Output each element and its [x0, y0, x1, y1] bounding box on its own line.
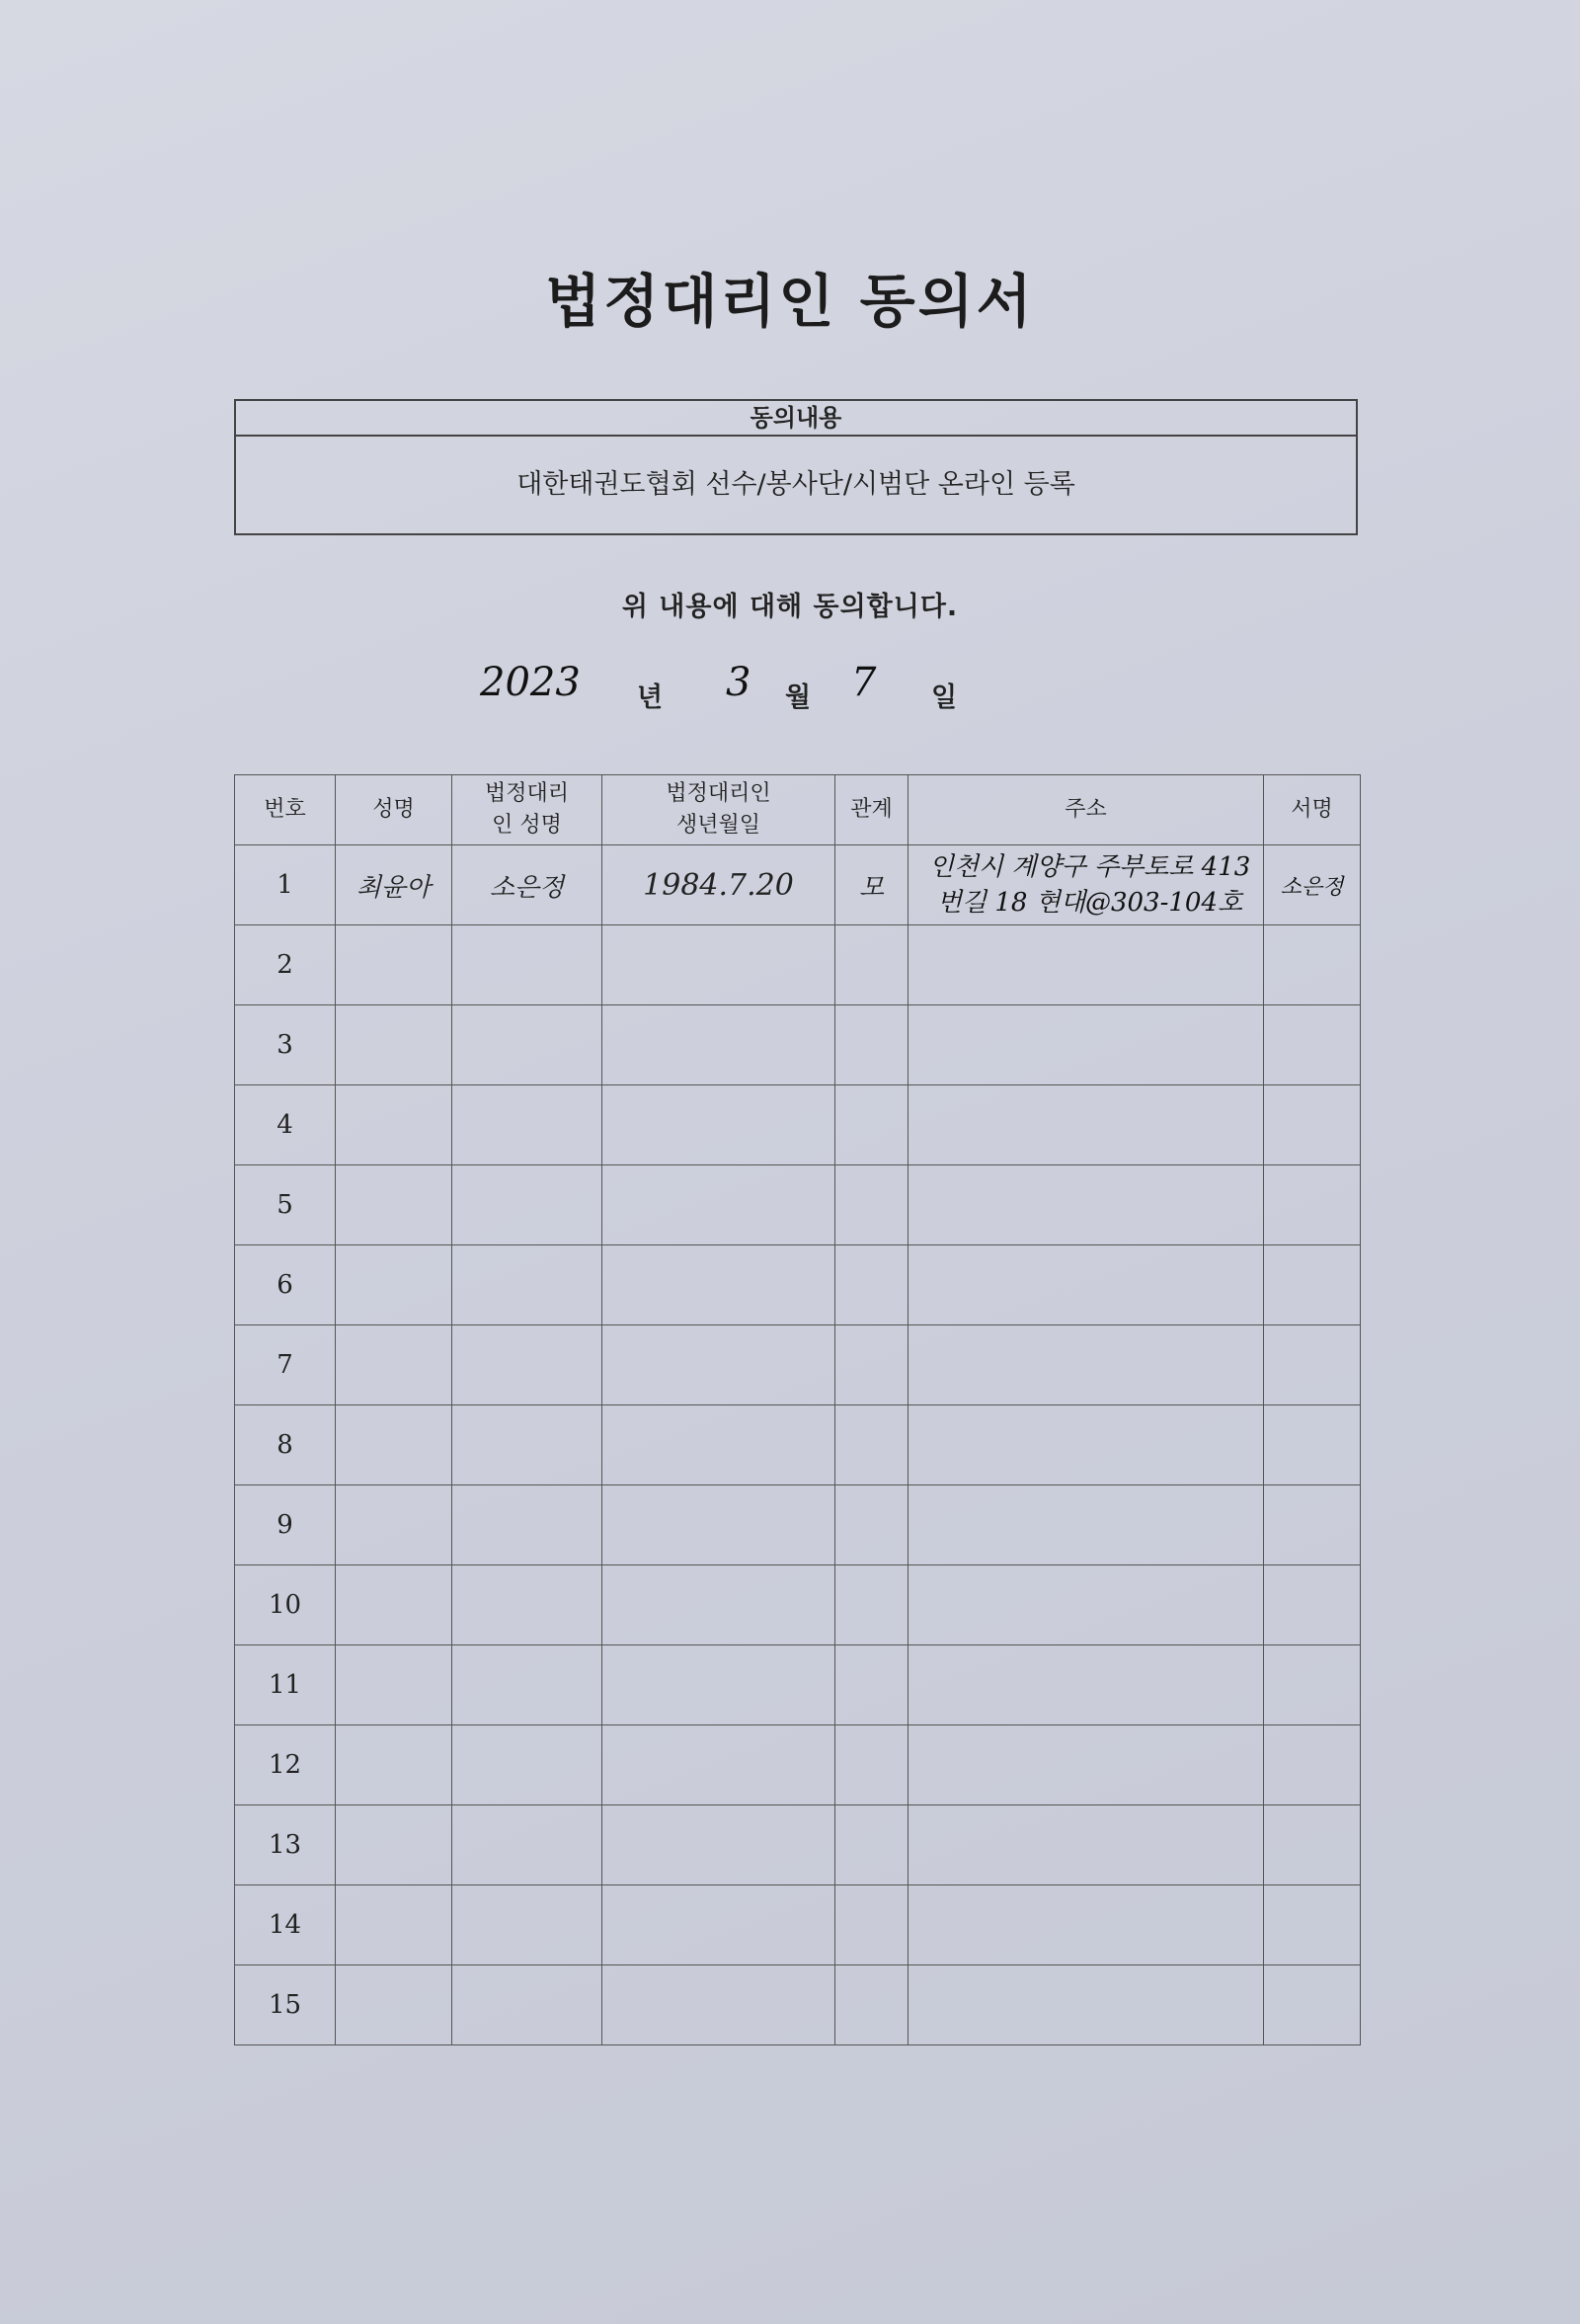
empty-cell: [835, 1645, 908, 1725]
table-row: [235, 1325, 1361, 1405]
table-row: [235, 845, 1361, 925]
empty-cell: [336, 925, 452, 1005]
guardian-name: 소은정: [452, 845, 602, 925]
header-address: 주소: [908, 775, 1264, 845]
empty-cell: [1264, 1245, 1361, 1325]
empty-cell: [336, 1485, 452, 1565]
row-number: 7: [235, 1325, 336, 1405]
row-number: 14: [235, 1885, 336, 1965]
empty-cell: [336, 1165, 452, 1245]
table-row: [235, 1005, 1361, 1085]
header-relation: 관계: [835, 775, 908, 845]
empty-cell: [452, 925, 602, 1005]
empty-cell: [452, 1405, 602, 1485]
row-number: 9: [235, 1485, 336, 1565]
empty-cell: [908, 1645, 1264, 1725]
empty-cell: [835, 1005, 908, 1085]
table-row: [235, 1805, 1361, 1885]
empty-cell: [602, 925, 835, 1005]
empty-cell: [602, 1885, 835, 1965]
empty-cell: [1264, 1565, 1361, 1645]
row-number: 6: [235, 1245, 336, 1325]
empty-cell: [452, 1485, 602, 1565]
empty-cell: [908, 1405, 1264, 1485]
empty-cell: [602, 1965, 835, 2045]
empty-cell: [336, 1565, 452, 1645]
empty-cell: [452, 1805, 602, 1885]
date-day: 7: [851, 660, 877, 705]
address: [908, 845, 1264, 925]
empty-cell: [336, 1805, 452, 1885]
table-row: [235, 1565, 1361, 1645]
empty-cell: [602, 1725, 835, 1805]
empty-cell: [1264, 1405, 1361, 1485]
empty-cell: [602, 1645, 835, 1725]
table-row: [235, 1885, 1361, 1965]
empty-cell: [336, 1885, 452, 1965]
empty-cell: [452, 1725, 602, 1805]
empty-cell: [452, 1965, 602, 2045]
empty-cell: [835, 1565, 908, 1645]
table-row: [235, 1405, 1361, 1485]
empty-cell: [1264, 1165, 1361, 1245]
empty-cell: [1264, 1005, 1361, 1085]
empty-cell: [602, 1325, 835, 1405]
guardian-signature: 소은정: [1264, 845, 1361, 925]
consent-box: [234, 399, 1358, 535]
empty-cell: [452, 1325, 602, 1405]
row-number: 5: [235, 1165, 336, 1245]
date-month-unit: 월: [785, 682, 812, 713]
agreement-statement: 위 내용에 대해 동의합니다.: [621, 592, 959, 622]
empty-cell: [835, 1325, 908, 1405]
empty-cell: [835, 1805, 908, 1885]
empty-cell: [336, 1965, 452, 2045]
empty-cell: [1264, 1965, 1361, 2045]
table-row: [235, 1165, 1361, 1245]
registration-table: [234, 774, 1361, 2045]
empty-cell: [908, 1485, 1264, 1565]
empty-cell: [1264, 1485, 1361, 1565]
empty-cell: [336, 1645, 452, 1725]
empty-cell: [908, 925, 1264, 1005]
empty-cell: [452, 1085, 602, 1165]
date-day-unit: 일: [931, 682, 958, 713]
date-month: 3: [726, 660, 751, 705]
empty-cell: [908, 1885, 1264, 1965]
empty-cell: [908, 1725, 1264, 1805]
empty-cell: [602, 1805, 835, 1885]
table-row: [235, 925, 1361, 1005]
row-number: 12: [235, 1725, 336, 1805]
empty-cell: [908, 1005, 1264, 1085]
table-row: [235, 1725, 1361, 1805]
empty-cell: [908, 1325, 1264, 1405]
empty-cell: [336, 1325, 452, 1405]
empty-cell: [602, 1565, 835, 1645]
date-year: 2023: [480, 660, 581, 705]
consent-content: 대한태권도협회 선수/봉사단/시범단 온라인 등록: [516, 469, 1075, 500]
empty-cell: [452, 1005, 602, 1085]
header-guardian-birth: 법정대리인 생년월일: [602, 775, 835, 845]
document-title: 법정대리인 동의서: [545, 268, 1035, 335]
empty-cell: [452, 1885, 602, 1965]
empty-cell: [908, 1165, 1264, 1245]
empty-cell: [835, 1965, 908, 2045]
consent-header: 동의내용: [236, 401, 1356, 437]
empty-cell: [908, 1245, 1264, 1325]
participant-name: 최윤아: [336, 845, 452, 925]
empty-cell: [336, 1725, 452, 1805]
empty-cell: [602, 1005, 835, 1085]
empty-cell: [602, 1405, 835, 1485]
table-row: [235, 1085, 1361, 1165]
empty-cell: [1264, 1085, 1361, 1165]
empty-cell: [452, 1565, 602, 1645]
address-line-1: 인천시 계양구 주부토로 413: [928, 852, 1251, 882]
empty-cell: [835, 1405, 908, 1485]
relation: 모: [835, 845, 908, 925]
table-row: [235, 1245, 1361, 1325]
empty-cell: [452, 1165, 602, 1245]
date-year-unit: 년: [637, 682, 664, 713]
empty-cell: [908, 1805, 1264, 1885]
table-header-row: [235, 775, 1361, 845]
empty-cell: [835, 1725, 908, 1805]
empty-cell: [908, 1565, 1264, 1645]
empty-cell: [336, 1245, 452, 1325]
empty-cell: [835, 1485, 908, 1565]
address-line-2: 번길 18 현대@303-104호: [936, 888, 1243, 918]
header-name: 성명: [336, 775, 452, 845]
empty-cell: [602, 1485, 835, 1565]
empty-cell: [835, 925, 908, 1005]
row-number: 4: [235, 1085, 336, 1165]
row-number: 8: [235, 1405, 336, 1485]
empty-cell: [908, 1965, 1264, 2045]
empty-cell: [835, 1165, 908, 1245]
empty-cell: [1264, 1885, 1361, 1965]
empty-cell: [452, 1245, 602, 1325]
row-number: 10: [235, 1565, 336, 1645]
empty-cell: [1264, 1805, 1361, 1885]
row-number: 2: [235, 925, 336, 1005]
header-guardian-name: 법정대리인 성명: [452, 775, 602, 845]
row-number: 13: [235, 1805, 336, 1885]
empty-cell: [336, 1005, 452, 1085]
empty-cell: [835, 1245, 908, 1325]
date-row: [0, 654, 1580, 723]
empty-cell: [1264, 1725, 1361, 1805]
empty-cell: [835, 1885, 908, 1965]
row-number: 11: [235, 1645, 336, 1725]
empty-cell: [602, 1245, 835, 1325]
empty-cell: [602, 1085, 835, 1165]
row-number: 3: [235, 1005, 336, 1085]
row-number: 15: [235, 1965, 336, 2045]
table-row: [235, 1645, 1361, 1725]
header-no: 번호: [235, 775, 336, 845]
empty-cell: [1264, 1325, 1361, 1405]
empty-cell: [835, 1085, 908, 1165]
empty-cell: [602, 1165, 835, 1245]
empty-cell: [1264, 1645, 1361, 1725]
row-number: 1: [235, 845, 336, 925]
header-signature: 서명: [1264, 775, 1361, 845]
empty-cell: [908, 1085, 1264, 1165]
empty-cell: [1264, 925, 1361, 1005]
table-row: [235, 1965, 1361, 2045]
empty-cell: [336, 1405, 452, 1485]
table-row: [235, 1485, 1361, 1565]
guardian-birthdate: 1984.7.20: [602, 845, 835, 925]
empty-cell: [336, 1085, 452, 1165]
empty-cell: [452, 1645, 602, 1725]
